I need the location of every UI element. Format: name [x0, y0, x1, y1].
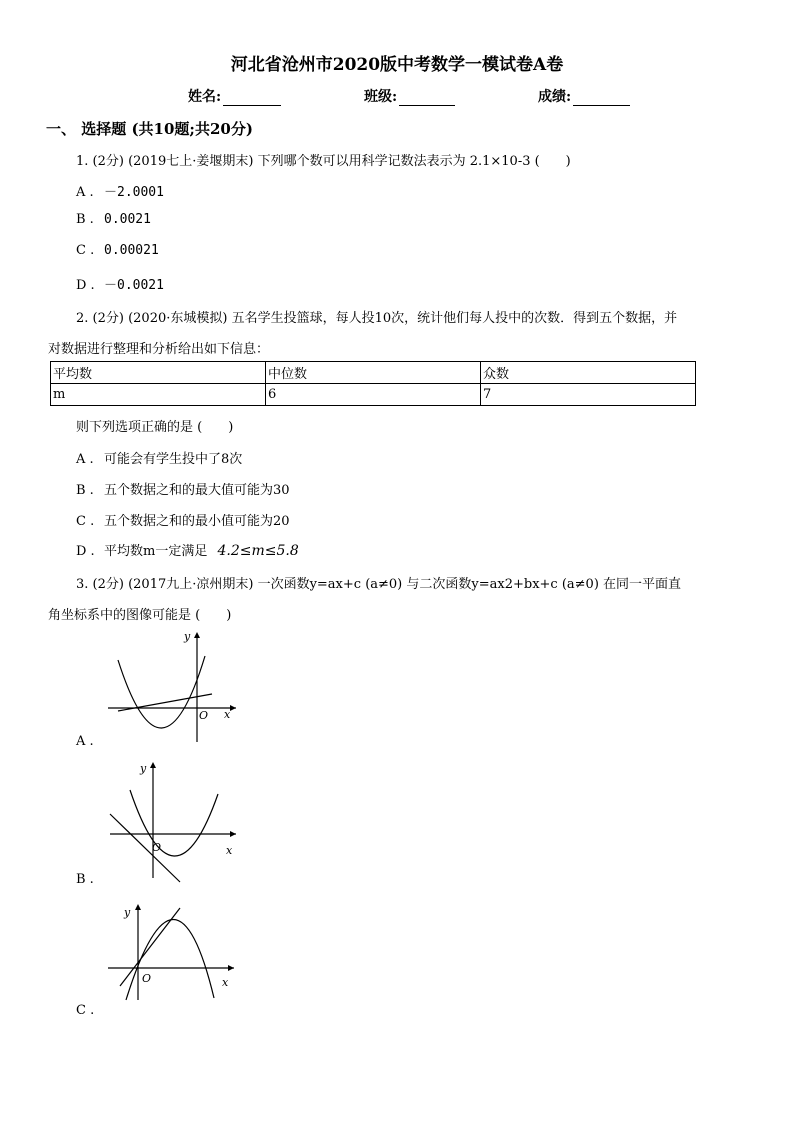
score-label: 成绩:: [538, 89, 572, 105]
q3-option-b: [76, 872, 104, 887]
option-text: －0.0021: [104, 278, 164, 293]
option-letter: C .: [76, 514, 95, 529]
q2-data-table: [50, 361, 696, 406]
class-field: [364, 86, 455, 106]
option-letter: A .: [76, 734, 94, 749]
q2-option-c: [76, 510, 290, 529]
q3-graph-c: [104, 900, 244, 1004]
option-math: 4.2≤m≤5.8: [217, 543, 299, 559]
parabola: [126, 919, 214, 1000]
option-letter: D .: [76, 544, 95, 559]
score-blank: [573, 91, 630, 106]
table-header-cell: 众数: [481, 362, 696, 384]
q2-stem-line2: 对数据进行整理和分析给出如下信息：: [48, 342, 270, 357]
table-header-cell: 平均数: [51, 362, 266, 384]
option-text: 五个数据之和的最小值可能为20: [104, 514, 290, 529]
option-text: －2.0001: [104, 185, 164, 200]
name-field: [188, 86, 281, 106]
option-letter: C .: [76, 1003, 95, 1018]
y-axis-arrow: [135, 904, 141, 910]
class-blank: [399, 91, 455, 106]
x-axis-arrow: [228, 965, 234, 971]
origin-label: O: [152, 841, 162, 854]
q2-stem-line1: 2. (2分) (2020·东城模拟) 五名学生投篮球，每人投10次，统计他们每人投中的次数．得到五个数据，并: [76, 311, 678, 326]
score-field: [538, 86, 630, 106]
q1-option-b: [76, 212, 151, 227]
q3-stem-line2: 角坐标系中的图像可能是 ( ): [48, 608, 232, 623]
q3-graph-a: [104, 628, 244, 746]
q3-stem-line1: 3. (2分) (2017九上·凉州期末) 一次函数y=ax+c (a≠0) 与二次函数y=ax2+bx+c (a≠0) 在同一平面直: [76, 577, 682, 592]
x-axis-label: x: [226, 844, 233, 857]
option-letter: B .: [76, 872, 94, 887]
y-axis-arrow: [150, 762, 156, 768]
q2-prompt: 则下列选项正确的是 ( ): [76, 420, 234, 435]
q3-option-a: [76, 734, 104, 749]
q2-option-a: [76, 448, 242, 467]
table-header-cell: 中位数: [266, 362, 481, 384]
option-text: 0.0021: [104, 212, 151, 227]
class-label: 班级:: [364, 89, 398, 105]
q1-stem: 1. (2分) (2019七上·姜堰期末) 下列哪个数可以用科学记数法表示为 2.1×10-3 ( ): [76, 154, 571, 169]
name-label: 姓名:: [188, 89, 222, 105]
table-cell: 7: [481, 384, 696, 406]
table-row: [51, 384, 696, 406]
name-blank: [223, 91, 281, 106]
q1-option-d: [76, 274, 164, 293]
q3-graph-b: [104, 758, 244, 884]
q2-option-b: [76, 479, 290, 498]
option-letter: A .: [76, 185, 94, 200]
table-cell: m: [51, 384, 266, 406]
y-axis-label: y: [184, 630, 191, 643]
q3-option-c: [76, 1003, 104, 1018]
x-axis-label: x: [224, 708, 231, 721]
q2-option-d: [76, 540, 299, 559]
origin-label: O: [142, 972, 152, 985]
option-text: 平均数m一定满足: [104, 544, 208, 559]
straight-line: [110, 814, 180, 882]
page-title: 河北省沧州市2020版中考数学一模试卷A卷: [230, 55, 564, 75]
option-text: 可能会有学生投中了8次: [104, 452, 243, 467]
table-cell: 6: [266, 384, 481, 406]
y-axis-arrow: [194, 632, 200, 638]
option-letter: B .: [76, 483, 94, 498]
y-axis-label: y: [140, 762, 147, 775]
x-axis-arrow: [230, 831, 236, 837]
y-axis-label: y: [124, 906, 131, 919]
x-axis-arrow: [230, 705, 236, 711]
section-heading: 一、 选择题 (共10题;共20分): [46, 120, 253, 138]
option-letter: B .: [76, 212, 94, 227]
parabola: [118, 656, 205, 728]
x-axis-label: x: [222, 976, 229, 989]
option-letter: C .: [76, 243, 95, 258]
option-text: 0.00021: [104, 243, 159, 258]
q1-option-a: [76, 181, 164, 200]
q1-option-c: [76, 243, 159, 258]
option-letter: A .: [76, 452, 94, 467]
option-letter: D .: [76, 278, 95, 293]
origin-label: O: [199, 709, 209, 722]
option-text: 五个数据之和的最大值可能为30: [104, 483, 290, 498]
table-header-row: [51, 362, 696, 384]
